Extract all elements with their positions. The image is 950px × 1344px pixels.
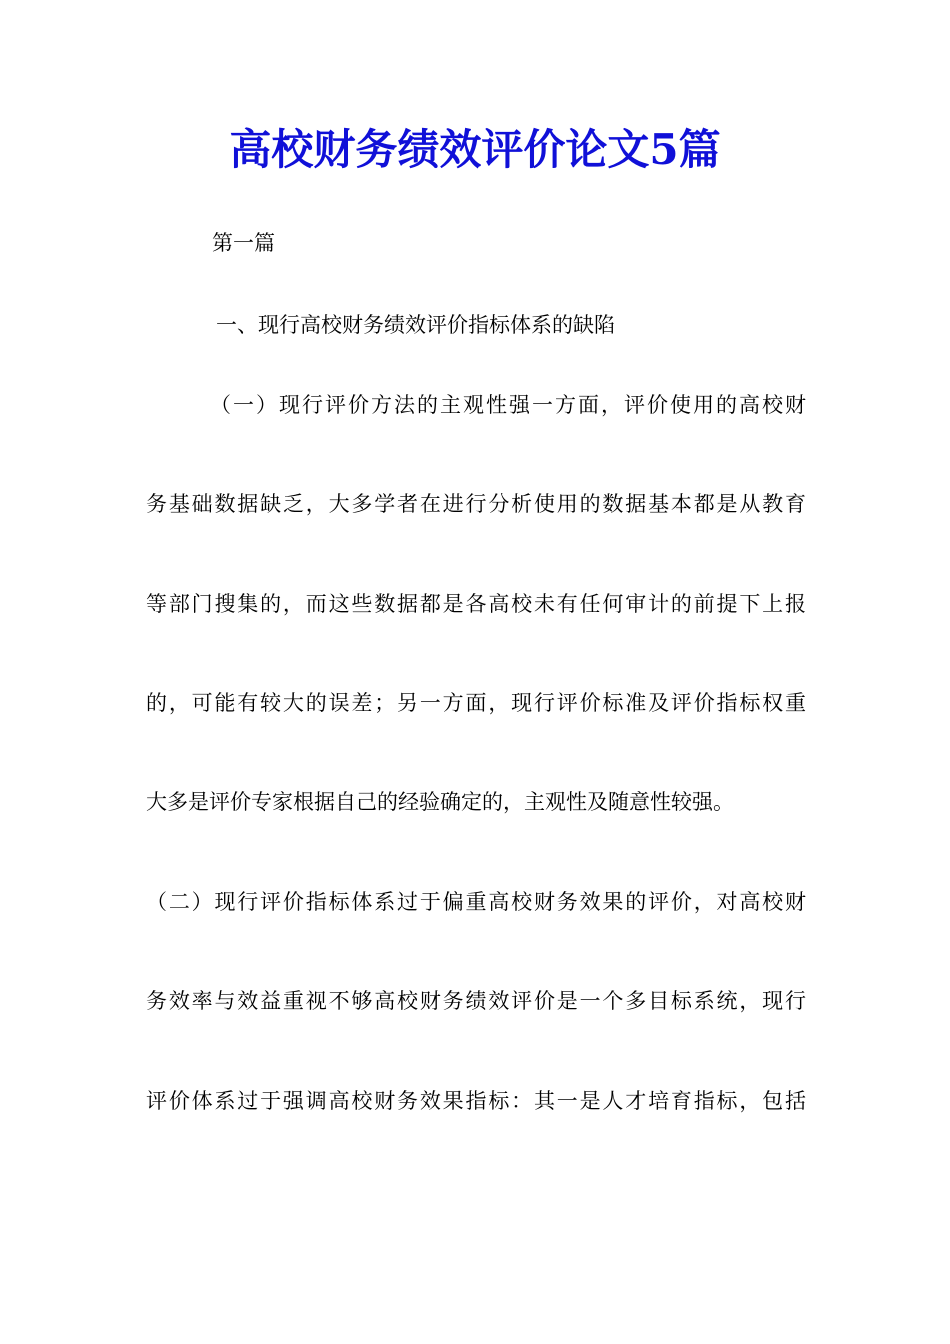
paragraph-line-2: 务基础数据缺乏，大多学者在进行分析使用的数据基本都是从教育 [146, 492, 806, 516]
part-label: 第一篇 [212, 231, 275, 255]
paragraph-line-6: （二）现行评价指标体系过于偏重高校财务效果的评价，对高校财 [146, 890, 806, 914]
paragraph-line-3: 等部门搜集的，而这些数据都是各高校未有任何审计的前提下上报 [146, 592, 806, 616]
document-title: 高校财务绩效评价论文5篇 [229, 125, 721, 174]
paragraph-line-8: 评价体系过于强调高校财务效果指标：其一是人才培育指标，包括 [146, 1089, 806, 1113]
paragraph-line-1: （一）现行评价方法的主观性强一方面，评价使用的高校财 [210, 393, 806, 417]
paragraph-line-5: 大多是评价专家根据自己的经验确定的，主观性及随意性较强。 [146, 790, 734, 814]
paragraph-line-4: 的，可能有较大的误差；另一方面，现行评价标准及评价指标权重 [146, 691, 806, 715]
paragraph-line-7: 务效率与效益重视不够高校财务绩效评价是一个多目标系统，现行 [146, 989, 806, 1013]
section-heading: 一、现行高校财务绩效评价指标体系的缺陷 [216, 313, 615, 337]
